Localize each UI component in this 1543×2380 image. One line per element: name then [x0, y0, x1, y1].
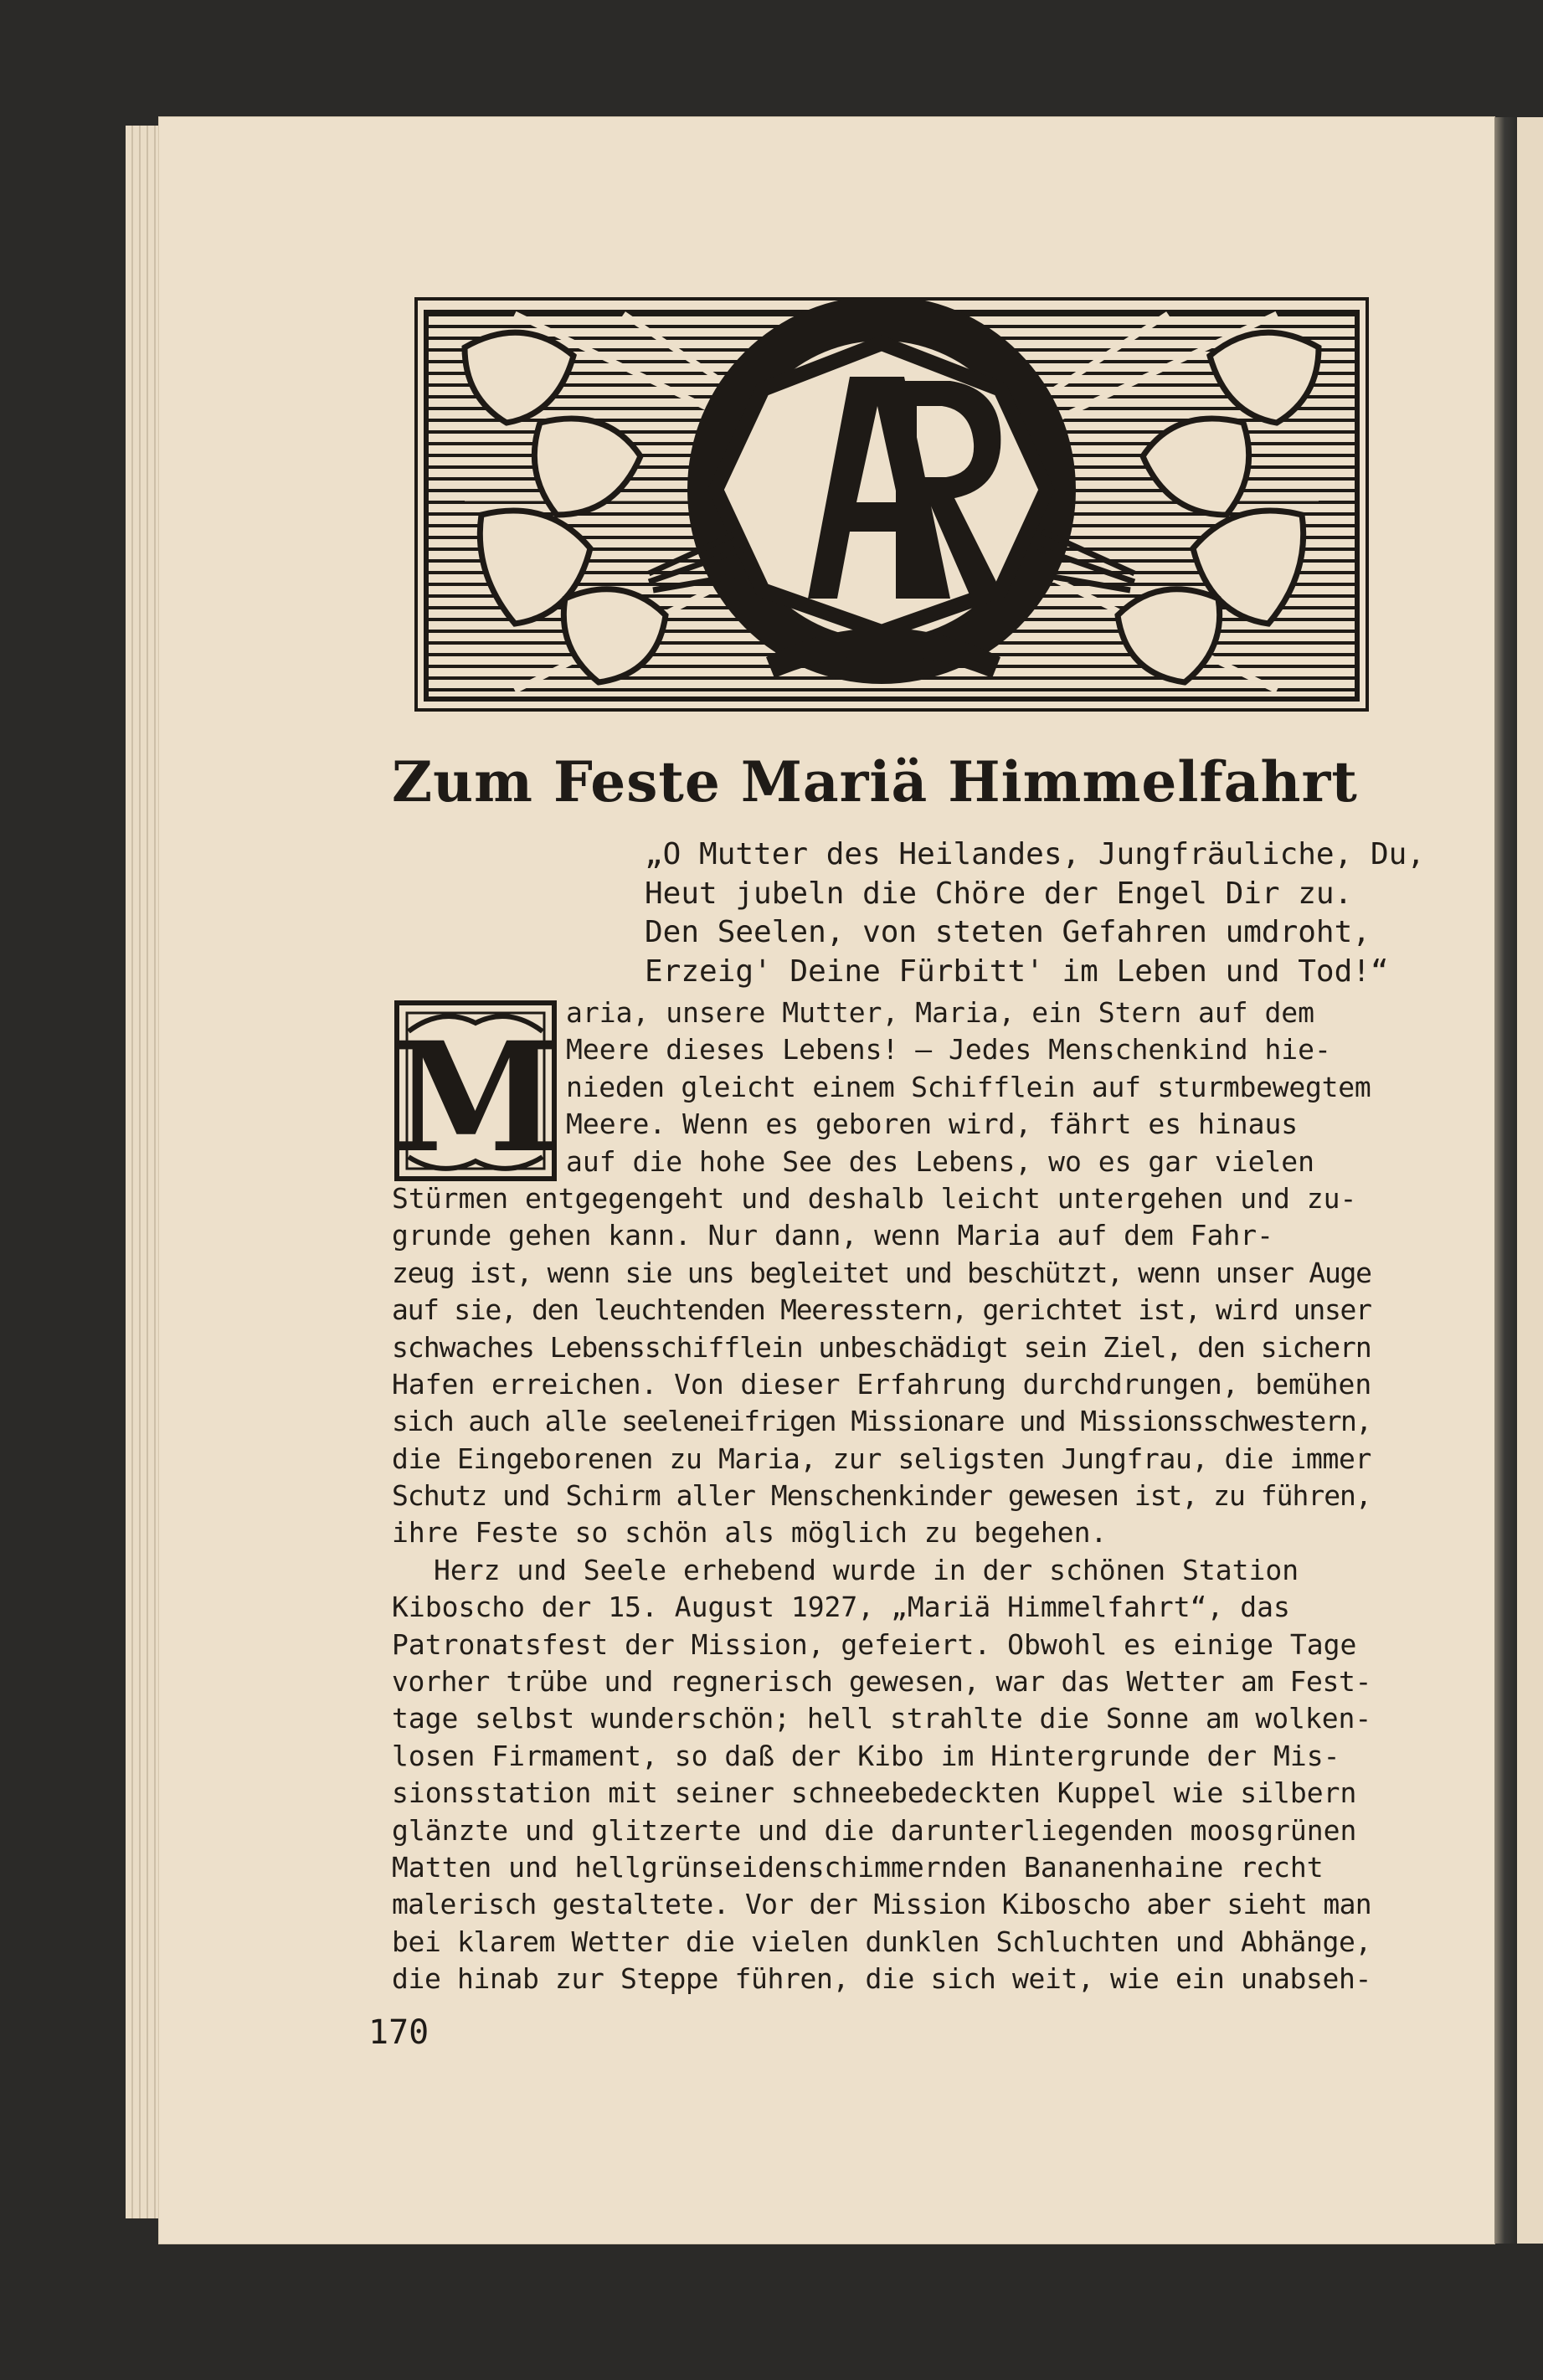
body-line: malerisch gestaltete. Vor der Mission Kiboscho aber sieht man — [392, 1888, 1371, 1921]
am-monogram-lilies-illustration — [414, 297, 1369, 712]
body-line: grunde gehen kann. Nur dann, wenn Maria auf dem Fahr- — [392, 1219, 1273, 1252]
body-line: Meere dieses Lebens! — Jedes Menschenkind hie- — [566, 1033, 1331, 1067]
poem-line: Heut jubeln die Chöre der Engel Dir zu. — [645, 876, 1353, 911]
body-line: auf die hohe See des Lebens, wo es gar vielen — [566, 1144, 1315, 1178]
body-line: Meere. Wenn es geboren wird, fährt es hinaus — [566, 1108, 1299, 1141]
body-line: zeug ist, wenn sie uns begleitet und beschützt, wenn unser Auge — [392, 1256, 1371, 1289]
body-line: Stürmen entgegengeht und deshalb leicht untergehen und zu- — [392, 1181, 1357, 1215]
poem-line: Erzeig' Deine Fürbitt' im Leben und Tod!“ — [645, 954, 1389, 989]
header-vignette — [414, 297, 1369, 712]
body-line: Kiboscho der 15. August 1927, „Mariä Himmelfahrt“, das — [392, 1591, 1290, 1624]
body-line: Herz und Seele erhebend wurde in der schönen Station — [434, 1553, 1299, 1586]
body-line: Schutz und Schirm aller Menschenkinder gewesen ist, zu führen, — [392, 1479, 1371, 1513]
body-line: losen Firmament, so daß der Kibo im Hintergrunde der Mis- — [392, 1739, 1340, 1772]
article-title: Zum Feste Mariä Himmelfahrt — [392, 749, 1358, 815]
body-line: nieden gleicht einem Schifflein auf sturmbewegtem — [566, 1070, 1371, 1103]
body-line: schwaches Lebensschifflein unbeschädigt sein Ziel, den sichern — [392, 1330, 1371, 1364]
body-line: bei klarem Wetter die vielen dunklen Schluchten und Abhänge, — [392, 1925, 1372, 1958]
opening-poem — [645, 835, 1425, 991]
body-line: Matten und hellgrünseidenschimmernden Bananenhaine recht — [392, 1850, 1324, 1884]
drop-cap-letter: M — [392, 1010, 559, 1184]
body-line: Patronatsfest der Mission, gefeiert. Obwohl es einige Tage — [392, 1627, 1357, 1661]
body-line: Hafen erreichen. Von dieser Erfahrung durchdrungen, bemühen — [392, 1367, 1372, 1401]
body-line: glänzte und glitzerte und die darunterliegenden moosgrünen — [392, 1813, 1357, 1847]
body-line: die Eingeborenen zu Maria, zur seligsten Jungfrau, die immer — [392, 1442, 1372, 1475]
poem-line: „O Mutter des Heilandes, Jungfräuliche, Du, — [645, 837, 1425, 871]
body-line: auf sie, den leuchtenden Meeresstern, gerichtet ist, wird unser — [392, 1293, 1371, 1327]
facing-page-edge — [1517, 117, 1543, 2244]
body-line: aria, unsere Mutter, Maria, ein Stern auf dem — [566, 996, 1315, 1029]
poem-line: Den Seelen, von steten Gefahren umdroht, — [645, 915, 1371, 949]
page-number: 170 — [368, 2013, 429, 2052]
body-line: vorher trübe und regnerisch gewesen, war das Wetter am Fest- — [392, 1665, 1372, 1699]
body-line: sich auch alle seeleneifrigen Missionare und Missionsschwestern, — [392, 1405, 1371, 1438]
body-line: ihre Feste so schön als möglich zu begehen. — [392, 1516, 1108, 1550]
body-line: sionsstation mit seiner schneebedeckten Kuppel wie silbern — [392, 1776, 1357, 1810]
body-line: tage selbst wunderschön; hell strahlte die Sonne am wolken- — [392, 1702, 1372, 1735]
article-body — [392, 995, 1371, 1998]
body-line: die hinab zur Steppe führen, die sich weit, wie ein unabseh- — [392, 1962, 1372, 1996]
